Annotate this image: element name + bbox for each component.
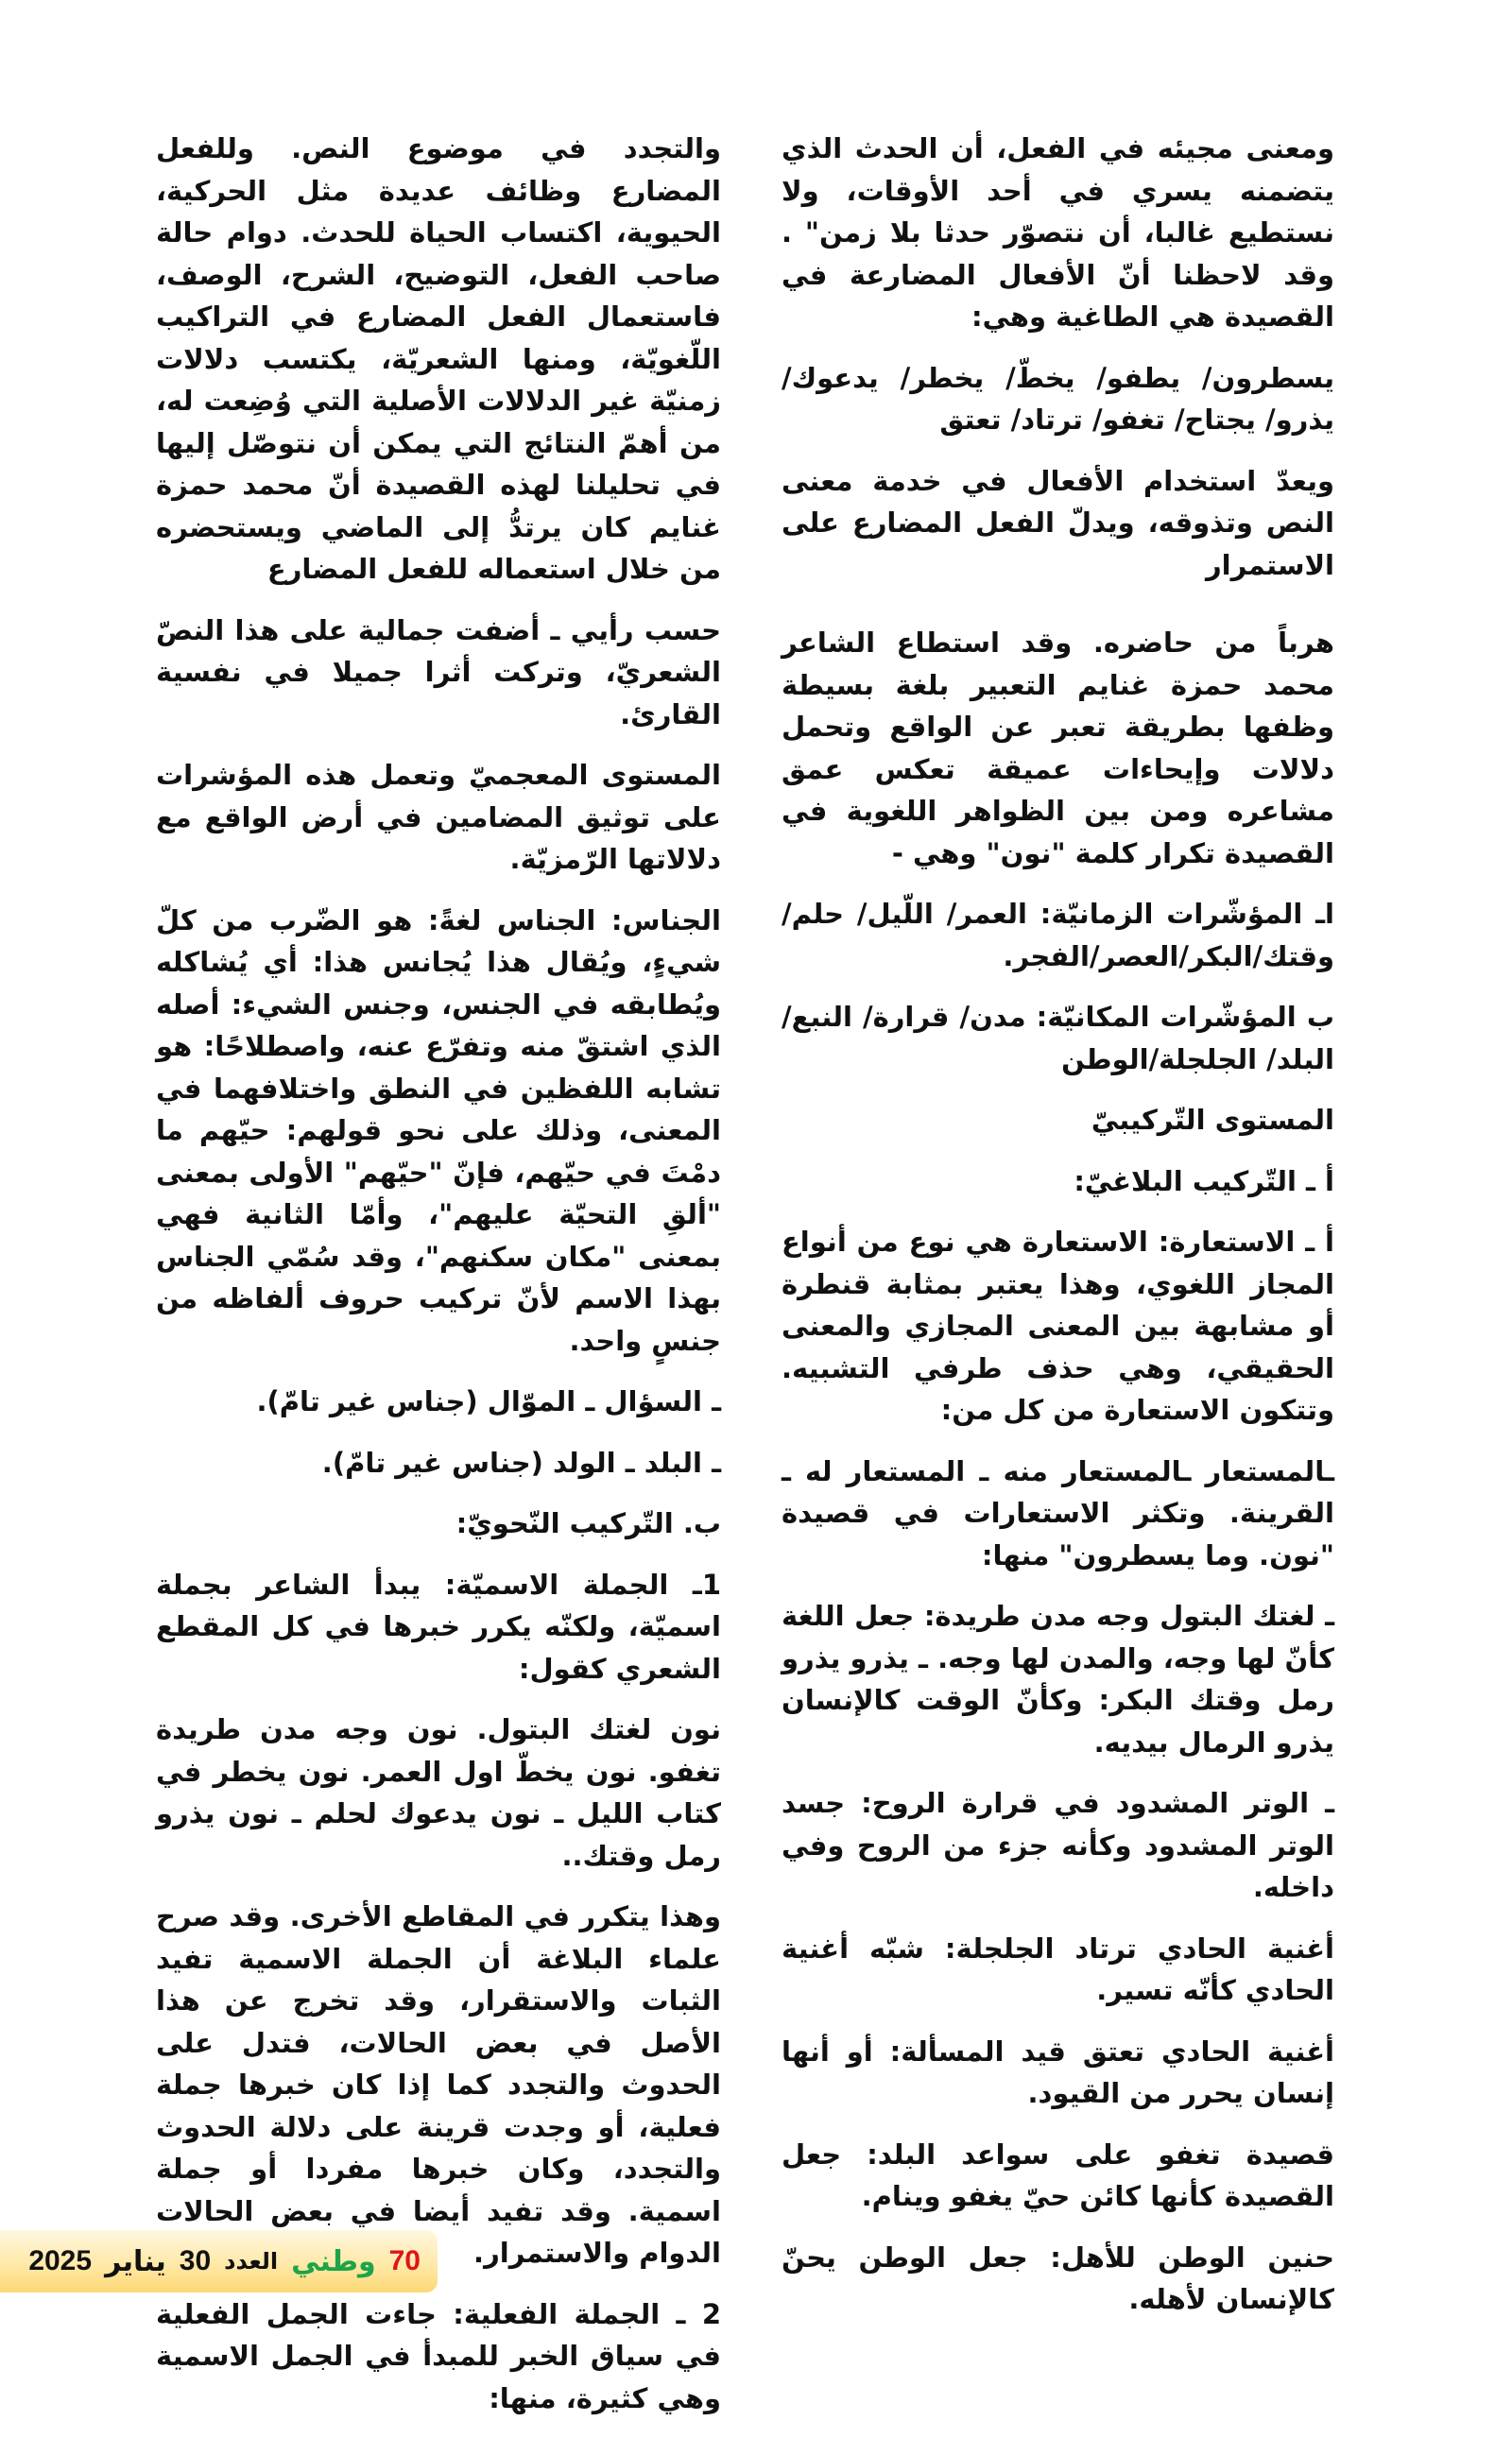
issue-year: 2025 xyxy=(28,2245,93,2276)
paragraph: وهذا يتكرر في المقاطع الأخرى. وقد صرح علماء البلاغة أن الجملة الاسمية تفيد الثبات والاستقرار، وقد تخرج عن هذا الأصل في بعض الحالات، فتدل على الحدوث والتجدد كما إذا كان خبرها جملة فعلية، أو وجدت قرينة على دلالة الحدوث والتجدد، وكان خبرها مفردا أو جملة اسمية. وقد تفيد أيضا في بعض الحالات الدوام والاستمرار. xyxy=(156,1900,721,2269)
article-left-column xyxy=(156,128,721,2438)
article-right-column xyxy=(782,128,1334,2340)
paragraph: يسطرون/ يطفو/ يخطّ/ يخطر/ يدعوك/ يذرو/ يجتاح/ تغفو/ ترتاد/ تعتق xyxy=(782,361,1334,436)
paragraph: ـ الوتر المشدود في قرارة الروح: جسد الوتر المشدود وكأنه جزء من الروح وفي داخله. xyxy=(782,1787,1334,1903)
page-number: 70 xyxy=(388,2245,421,2276)
paragraph: أغنية الحادي تعتق قيد المسألة: أو أنها إنسان يحرر من القيود. xyxy=(782,2035,1334,2109)
section-heading: ب. التّركيب النّحويّ: xyxy=(455,1507,721,1539)
paragraph: والتجدد في موضوع النص. وللفعل المضارع وظائف عديدة مثل الحركية، الحيوية، اكتساب الحياة للحدث. دوام حالة صاحب الفعل، التوضيح، الشرح، الوصف، فاستعمال الفعل المضارع في التراكيب اللّغويّة، ومنها الشعريّة، يكتسب دلالات زمنيّة غير الدلالات الأصلية التي وُضِعت له، من أهمّ النتائج التي يمكن أن نتوصّل إليها في تحليلنا لهذه القصيدة أنّ محمد حمزة غنايم كان يرتدُّ إلى الماضي ويستحضره من خلال استعماله للفعل المضارع xyxy=(156,132,721,585)
paragraph: ـ البلد ـ الولد (جناس غير تامّ). xyxy=(321,1446,721,1479)
magazine-name: وطني xyxy=(291,2245,376,2277)
section-heading: المستوى التّركيبيّ xyxy=(1091,1104,1334,1136)
paragraph: ومعنى مجيئه في الفعل، أن الحدث الذي يتضمنه يسري في أحد الأوقات، ولا نستطيع غالبا، أن نتصوّر حدثا بلا زمن" . وقد لاحظنا أنّ الأفعال المضارعة في القصيدة هي الطاغية وهي: xyxy=(782,132,1334,333)
paragraph: الجناس: الجناس لغةً: هو الضّرب من كلّ شيءٍ، ويُقال هذا يُجانس هذا: أي يُشاكله ويُطابقه في الجنس، وجنس الشيء: أصله الذي اشتقّ منه وتفرّع عنه، واصطلاحًا: هو تشابه اللفظين في النطق واختلافهما في المعنى، وذلك على نحو قولهم: حيّهم ما دمْتَ في حيّهم، فإنّ "حيّهم" الأولى بمعنى "ألقِ التحيّة عليهم"، وأمّا الثانية فهي بمعنى "مكان سكنهم"، وقد سُمّي الجناس بهذا الاسم لأنّ تركيب حروف ألفاظه من جنسٍ واحد. xyxy=(156,903,721,1357)
issue-day: 30 xyxy=(179,2245,212,2276)
paragraph: أغنية الحادي ترتاد الجلجلة: شبّه أغنية الحادي كأنّه تسير. xyxy=(782,1932,1334,2006)
paragraph: اـ المؤشّرات الزمانيّة: العمر/ اللّيل/ حلم/وقتك/البكر/العصر/الفجر. xyxy=(782,898,1334,972)
paragraph: ب المؤشّرات المكانيّة: مدن/ قرارة/ النبع/ البلد/ الجلجلة/الوطن xyxy=(782,1001,1334,1075)
paragraph: ـالمستعار ـالمستعار منه ـ المستعار له ـ القرينة. وتكثر الاستعارات في قصيدة "نون. وما يسطرون" منها: xyxy=(782,1454,1334,1571)
paragraph: ـ لغتك البتول وجه مدن طريدة: جعل اللغة كأنّ لها وجه، والمدن لها وجه. ـ يذرو يذرو رمل وقتك البكر: وكأنّ الوقت كالإنسان يذرو الرمال بيديه. xyxy=(782,1600,1334,1759)
paragraph: حسب رأيي ـ أضفت جمالية على هذا النصّ الشعريّ، وتركت أثرا جميلا في نفسية القارئ. xyxy=(156,613,721,730)
issue-label: العدد xyxy=(224,2248,279,2275)
paragraph: نون لغتك البتول. نون وجه مدن طريدة تغفو. نون يخطّ اول العمر. نون يخطر في كتاب الليل ـ نون يدعوك لحلم ـ نون يذرو رمل وقتك.. xyxy=(156,1713,721,1872)
page-footer-badge xyxy=(0,2230,438,2292)
subsection-heading: أ ـ التّركيب البلاغيّ: xyxy=(1074,1164,1334,1197)
paragraph: أ ـ الاستعارة: الاستعارة هي نوع من أنواع المجاز اللغوي، وهذا يعتبر بمثابة قنطرة أو مشابهة بين المعنى المجازي والمعنى الحقيقي، وهي حذف طرفي التشبيه. وتتكون الاستعارة من كل من: xyxy=(782,1226,1334,1426)
paragraph: 1ـ الجملة الاسميّة: يبدأ الشاعر بجملة اسميّة، ولكنّه يكرر خبرها في كل المقطع الشعري كقول: xyxy=(156,1568,721,1685)
paragraph: هرباً من حاضره. وقد استطاع الشاعر محمد حمزة غنايم التعبير بلغة بسيطة وظفها بطريقة تعبر عن الواقع وتحمل دلالات وإيحاءات عميقة تعكس عمق مشاعره ومن بين الظواهر اللغوية في القصيدة تكرار كلمة "نون" وهي - xyxy=(782,627,1334,869)
paragraph: 2 ـ الجملة الفعلية: جاءت الجمل الفعلية في سياق الخبر للمبدأ في الجمل الاسمية وهي كثيرة، منها: xyxy=(156,2297,721,2414)
paragraph: ـ السؤال ـ الموّال (جناس غير تامّ). xyxy=(256,1385,721,1417)
paragraph: حنين الوطن للأهل: جعل الوطن يحنّ كالإنسان لأهله. xyxy=(782,2241,1334,2315)
paragraph: ويعدّ استخدام الأفعال في خدمة معنى النص وتذوقه، ويدلّ الفعل المضارع على الاستمرار xyxy=(782,464,1334,581)
issue-month: يناير xyxy=(105,2245,166,2277)
paragraph: المستوى المعجميّ وتعمل هذه المؤشرات على توثيق المضامين في أرض الواقع مع دلالاتها الرّمزيّة. xyxy=(156,759,721,875)
paragraph: قصيدة تغفو على سواعد البلد: جعل القصيدة كأنها كائن حيّ يغفو وينام. xyxy=(782,2138,1334,2212)
